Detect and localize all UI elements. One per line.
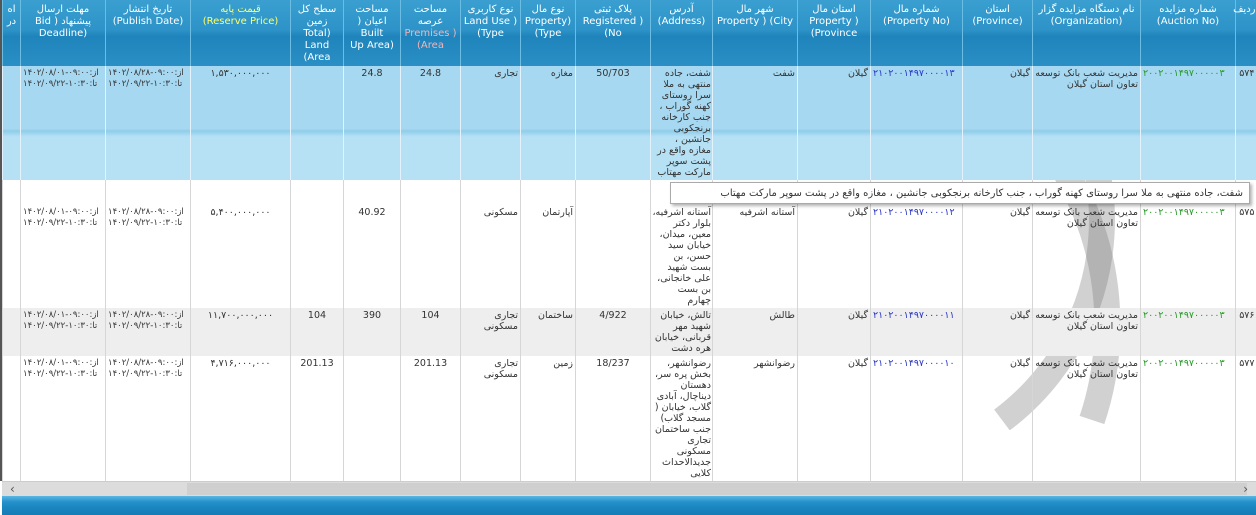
column-header-fa: شماره مزایده (1159, 4, 1216, 15)
cell-org: مدیریت شعب بانک توسعه تعاون استان گیلان (1033, 308, 1141, 356)
column-header-en: (Property No) (872, 16, 961, 28)
cell-province: گیلان (963, 356, 1033, 481)
column-header[interactable] (344, 0, 401, 66)
cell-total-land: 104 (291, 308, 344, 356)
deadline-line: ۱۴۰۲/۰۹/۲۲-۱۰:۳۰:تا (23, 218, 103, 229)
column-header-en: Property ) (City (714, 16, 796, 28)
cell-reg-no (576, 180, 651, 308)
cell-built: 24.8 (344, 66, 401, 180)
column-header-en: (Publish Date) (107, 16, 189, 28)
cell-land-use: تجاری مسکونی (461, 356, 521, 481)
cell-auction: ۲۰۰۲۰۰۱۴۹۷۰۰۰۰۰۳ (1141, 180, 1236, 308)
cell-total-land (291, 66, 344, 180)
column-header[interactable] (461, 0, 521, 66)
publish-line: ۱۴۰۲/۰۹/۲۲-۱۰:۳۰:تا (108, 321, 188, 332)
publish-line: ۱۴۰۲/۰۹/۲۲-۱۰:۳۰:تا (108, 218, 188, 229)
column-header[interactable] (1033, 0, 1141, 66)
publish-line: ۱۴۰۲/۰۹/۲۲-۱۰:۳۰:تا (108, 79, 188, 90)
cell-city: شفت (713, 66, 798, 180)
column-header-en: Property ) (Province (799, 16, 869, 40)
cell-prop-province: گیلان (798, 356, 871, 481)
cell-row: ۵۷۷ (1236, 356, 1256, 481)
cell-province: گیلان (963, 66, 1033, 180)
cell-auction: ۲۰۰۲۰۰۱۴۹۷۰۰۰۰۰۳ (1141, 356, 1236, 481)
column-header-en: (Address) (652, 16, 711, 28)
cell-price: ۴,۷۱۶,۰۰۰,۰۰۰ (191, 356, 291, 481)
publish-line: ۱۴۰۲/۰۸/۲۸-۰۹:۰۰:از (108, 310, 188, 321)
cell-extra (3, 356, 21, 481)
cell-prop-type: ساختمان (521, 308, 576, 356)
cell-province: گیلان (963, 308, 1033, 356)
cell-prop-province: گیلان (798, 66, 871, 180)
cell-price: ۱,۵۳۰,۰۰۰,۰۰۰ (191, 66, 291, 180)
publish-line: ۱۴۰۲/۰۹/۲۲-۱۰:۳۰:تا (108, 369, 188, 380)
cell-prop-type: زمین (521, 356, 576, 481)
cell-built (344, 356, 401, 481)
column-header-en: Registered ) (No (577, 16, 649, 40)
cell-address: تالش، خیابان شهید مهر قربانی، خیابان هره دشت (651, 308, 713, 356)
cell-prop-type: مغازه (521, 66, 576, 180)
cell-row: ۵۷۴ (1236, 66, 1256, 180)
cell-reg-no: 4/922 (576, 308, 651, 356)
column-header[interactable] (963, 0, 1033, 66)
table-header (3, 0, 1256, 66)
column-header-fa: استان مال (812, 4, 855, 15)
scrollbar-thumb[interactable] (187, 483, 1247, 495)
column-header-fa: تاریخ انتشار (124, 4, 172, 15)
column-header-en: (Up Area (345, 40, 399, 52)
cell-deadline (21, 356, 106, 481)
column-header[interactable] (713, 0, 798, 66)
column-header[interactable] (401, 0, 461, 66)
deadline-line: ۱۴۰۲/۰۸/۰۱-۰۹:۰۰:از (23, 207, 103, 218)
cell-premises: 24.8 (401, 66, 461, 180)
cell-prop-no: ۲۱۰۲۰۰۱۴۹۷۰۰۰۰۱۲ (871, 180, 963, 308)
deadline-line: ۱۴۰۲/۰۹/۲۲-۱۰:۳۰:تا (23, 369, 103, 380)
deadline-line: ۱۴۰۲/۰۸/۰۱-۰۹:۰۰:از (23, 358, 103, 369)
cell-reg-no: 18/237 (576, 356, 651, 481)
column-header-en: Land Use ) (Type (462, 16, 519, 40)
column-header-fa: مهلت ارسال پیشنهاد ( Bid (35, 4, 91, 27)
column-header-fa: استان (985, 4, 1010, 15)
cell-total-land (291, 180, 344, 308)
deadline-line: ۱۴۰۲/۰۹/۲۲-۱۰:۳۰:تا (23, 321, 103, 332)
horizontal-scrollbar[interactable] (2, 481, 1256, 496)
column-header[interactable] (21, 0, 106, 66)
column-header-fa: پلاک ثبتی (594, 4, 632, 15)
cell-prop-province: گیلان (798, 180, 871, 308)
cell-deadline (21, 180, 106, 308)
cell-land-use: تجاری (461, 66, 521, 180)
column-header[interactable] (1236, 0, 1256, 66)
column-header-en: (Organization) (1034, 16, 1139, 28)
column-header[interactable] (106, 0, 191, 66)
deadline-line: ۱۴۰۲/۰۹/۲۲-۱۰:۳۰:تا (23, 79, 103, 90)
cell-prop-province: گیلان (798, 308, 871, 356)
cell-publish (106, 308, 191, 356)
table-row[interactable] (3, 308, 1256, 356)
cell-province: گیلان (963, 180, 1033, 308)
column-header[interactable] (3, 0, 21, 66)
cell-premises: 104 (401, 308, 461, 356)
address-tooltip: شفت، جاده منتهی به ملا سرا روستای کهنه گوراب ، جنب کارخانه برنجکوبی جانشین ، مغازه واقع در پشت سوپر مارکت مهتاب (670, 182, 1250, 204)
publish-line: ۱۴۰۲/۰۸/۲۸-۰۹:۰۰:از (108, 68, 188, 79)
column-header-en: Land (Area (292, 40, 342, 64)
cell-extra (3, 66, 21, 180)
column-header-fa: ردیف (1233, 4, 1255, 15)
column-header-fa: مساحت عرصه (414, 4, 447, 27)
scroll-right-icon[interactable]: › (1243, 482, 1248, 496)
cell-auction: ۲۰۰۲۰۰۱۴۹۷۰۰۰۰۰۳ (1141, 66, 1236, 180)
cell-address: شفت، جاده منتهی به ملا سرا روستای کهنه گوراب ، جنب کارخانه برنجکوبی جانشین ، مغازه واقع در پشت سوپر مارکت مهتاب (651, 66, 713, 180)
cell-price: ۵,۴۰۰,۰۰۰,۰۰۰ (191, 180, 291, 308)
column-header[interactable] (521, 0, 576, 66)
column-header[interactable] (651, 0, 713, 66)
auction-table (2, 0, 1256, 481)
column-header[interactable] (1141, 0, 1236, 66)
cell-land-use: مسکونی (461, 180, 521, 308)
column-header-fa: شماره مال (893, 4, 939, 15)
column-header-en: Property) (Type (522, 16, 574, 40)
deadline-line: ۱۴۰۲/۰۸/۰۱-۰۹:۰۰:از (23, 310, 103, 321)
column-header[interactable] (798, 0, 871, 66)
cell-prop-no: ۲۱۰۲۰۰۱۴۹۷۰۰۰۰۱۱ (871, 308, 963, 356)
cell-publish (106, 356, 191, 481)
column-header-fa: نوع مال (532, 4, 565, 15)
cell-org: مدیریت شعب بانک توسعه تعاون استان گیلان (1033, 180, 1141, 308)
scroll-left-icon[interactable]: ‹ (10, 482, 15, 496)
column-header-en: (Deadline (22, 28, 104, 40)
column-header-fa: سطح کل زمین (Total (298, 4, 337, 39)
cell-address: رضوانشهر، بخش پره سر، دهستان دیناچال، آبادی گلاب، خیابان ( مسجد گلاب) جنب ساختمان تجاری مسکونی جدیدالاحداث کلایی (651, 356, 713, 481)
cell-reg-no: 50/703 (576, 66, 651, 180)
cell-premises: 201.13 (401, 356, 461, 481)
cell-city: رضوانشهر (713, 356, 798, 481)
cell-extra (3, 180, 21, 308)
cell-publish (106, 66, 191, 180)
column-header[interactable] (576, 0, 651, 66)
cell-auction: ۲۰۰۲۰۰۱۴۹۷۰۰۰۰۰۳ (1141, 308, 1236, 356)
cell-deadline (21, 66, 106, 180)
cell-city: طالش (713, 308, 798, 356)
cell-built: 40.92 (344, 180, 401, 308)
cell-land-use: تجاری مسکونی (461, 308, 521, 356)
column-header-en: Premises ) (Area (402, 28, 459, 52)
column-header[interactable] (291, 0, 344, 66)
table-row[interactable] (3, 66, 1256, 180)
cell-row: ۵۷۶ (1236, 308, 1256, 356)
column-header-fa: قیمت پایه (220, 4, 261, 15)
cell-total-land: 201.13 (291, 356, 344, 481)
cell-row: ۵۷۵ (1236, 180, 1256, 308)
column-header-fa: نام دستگاه مزایده گزار (1038, 4, 1134, 15)
column-header-fa: اه در (7, 4, 16, 27)
column-header-fa: مساحت اعیان ( Built (355, 4, 388, 39)
column-header-en: (Reserve Price) (192, 16, 289, 28)
footer-bar (2, 496, 1256, 515)
cell-prop-no: ۲۱۰۲۰۰۱۴۹۷۰۰۰۰۱۰ (871, 356, 963, 481)
table-row[interactable] (3, 356, 1256, 481)
cell-publish (106, 180, 191, 308)
cell-org: مدیریت شعب بانک توسعه تعاون استان گیلان (1033, 66, 1141, 180)
column-header[interactable] (191, 0, 291, 66)
publish-line: ۱۴۰۲/۰۸/۲۸-۰۹:۰۰:از (108, 207, 188, 218)
cell-city: آستانه اشرفیه (713, 180, 798, 308)
column-header-fa: شهر مال (736, 4, 773, 15)
deadline-line: ۱۴۰۲/۰۸/۰۱-۰۹:۰۰:از (23, 68, 103, 79)
cell-premises (401, 180, 461, 308)
cell-built: 390 (344, 308, 401, 356)
cell-org: مدیریت شعب بانک توسعه تعاون استان گیلان (1033, 356, 1141, 481)
cell-deadline (21, 308, 106, 356)
column-header-fa: نوع کاربری (468, 4, 514, 15)
cell-prop-type: آپارتمان (521, 180, 576, 308)
cell-extra (3, 308, 21, 356)
column-header-fa: آدرس (669, 4, 693, 15)
column-header-en: (Province) (964, 16, 1031, 28)
cell-prop-no: ۲۱۰۲۰۰۱۴۹۷۰۰۰۰۱۳ (871, 66, 963, 180)
cell-price: ۱۱,۷۰۰,۰۰۰,۰۰۰ (191, 308, 291, 356)
cell-address: آستانه اشرفیه، بلوار دکتر معین، میدان، خیابان سید حسن، بن بست شهید علی خانجانی، بن بست چهارم (651, 180, 713, 308)
column-header-en: (Auction No) (1142, 16, 1234, 28)
column-header[interactable] (871, 0, 963, 66)
publish-line: ۱۴۰۲/۰۸/۲۸-۰۹:۰۰:از (108, 358, 188, 369)
